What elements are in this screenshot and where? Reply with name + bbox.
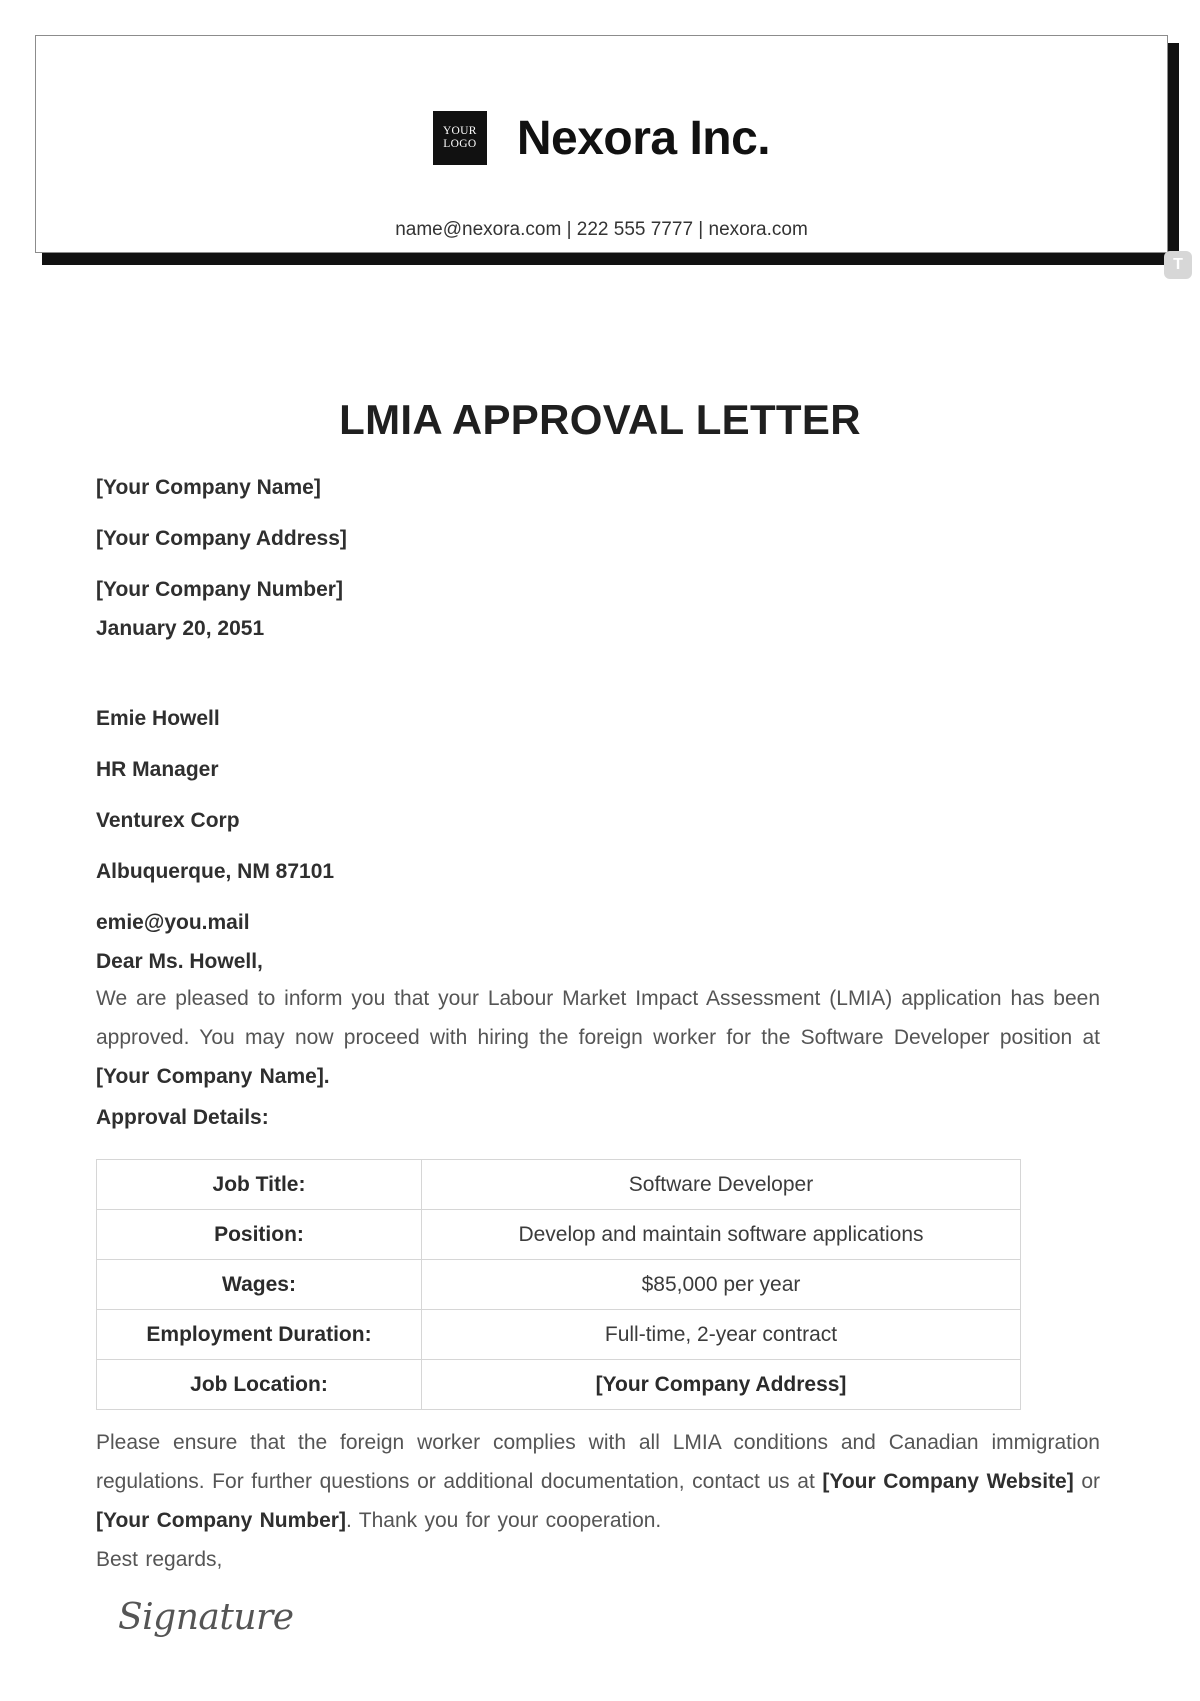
company-logo (433, 111, 487, 165)
row-value: [Your Company Address] (422, 1360, 1021, 1410)
text-tool-icon[interactable]: T (1164, 251, 1192, 279)
intro-paragraph (96, 979, 1100, 1096)
letter-date: January 20, 2051 (96, 617, 265, 640)
recipient-name: Emie Howell (96, 707, 220, 730)
recipient-company: Venturex Corp (96, 809, 240, 832)
table-row (97, 1210, 1021, 1260)
row-label: Job Title: (97, 1160, 422, 1210)
sender-company-name: [Your Company Name] (96, 476, 321, 499)
row-label: Job Location: (97, 1360, 422, 1410)
letterhead (35, 35, 1168, 253)
table-row (97, 1160, 1021, 1210)
company-number-placeholder: [Your Company Number] (96, 1509, 346, 1532)
row-value: $85,000 per year (422, 1260, 1021, 1310)
signature: Signature (118, 1597, 294, 1638)
row-value: Develop and maintain software applications (422, 1210, 1021, 1260)
sign-off: Best regards, (96, 1548, 223, 1571)
closing-text-1: Please ensure that the foreign worker complies with all LMIA conditions and Canadian immigration regulations. For further questions or additional documentation, contact us at (96, 1431, 1100, 1493)
document-title: LMIA APPROVAL LETTER (339, 396, 861, 443)
table-row (97, 1360, 1021, 1410)
closing-text-3: . Thank you for your cooperation. (345, 1509, 662, 1532)
company-website-placeholder: [Your Company Website] (822, 1470, 1074, 1493)
row-value: Software Developer (422, 1160, 1021, 1210)
row-value: Full-time, 2-year contract (422, 1310, 1021, 1360)
recipient-title: HR Manager (96, 758, 219, 781)
details-heading: Approval Details: (96, 1106, 269, 1129)
company-contact-line: name@nexora.com | 222 555 7777 | nexora.com (395, 219, 808, 240)
sender-company-number: [Your Company Number] (96, 578, 343, 601)
sender-company-address: [Your Company Address] (96, 527, 347, 550)
table-row (97, 1260, 1021, 1310)
logo-text-line2: LOGO (443, 138, 477, 150)
intro-text: We are pleased to inform you that your Labour Market Impact Assessment (LMIA) application has been approved. You may now proceed with hiring the foreign worker for the Software Developer position at (96, 987, 1100, 1049)
closing-text-2: or (1073, 1470, 1100, 1493)
intro-company-placeholder: [Your Company Name]. (96, 1065, 330, 1088)
row-label: Employment Duration: (97, 1310, 422, 1360)
recipient-location: Albuquerque, NM 87101 (96, 860, 335, 883)
row-label: Position: (97, 1210, 422, 1260)
row-label: Wages: (97, 1260, 422, 1310)
approval-details-table (96, 1159, 1021, 1410)
salutation: Dear Ms. Howell, (96, 950, 263, 973)
table-row (97, 1310, 1021, 1360)
brand-row (36, 98, 1167, 178)
company-name: Nexora Inc. (516, 111, 771, 165)
closing-paragraph (96, 1423, 1100, 1540)
recipient-email: emie@you.mail (96, 911, 250, 934)
logo-text-line1: YOUR (442, 125, 477, 137)
